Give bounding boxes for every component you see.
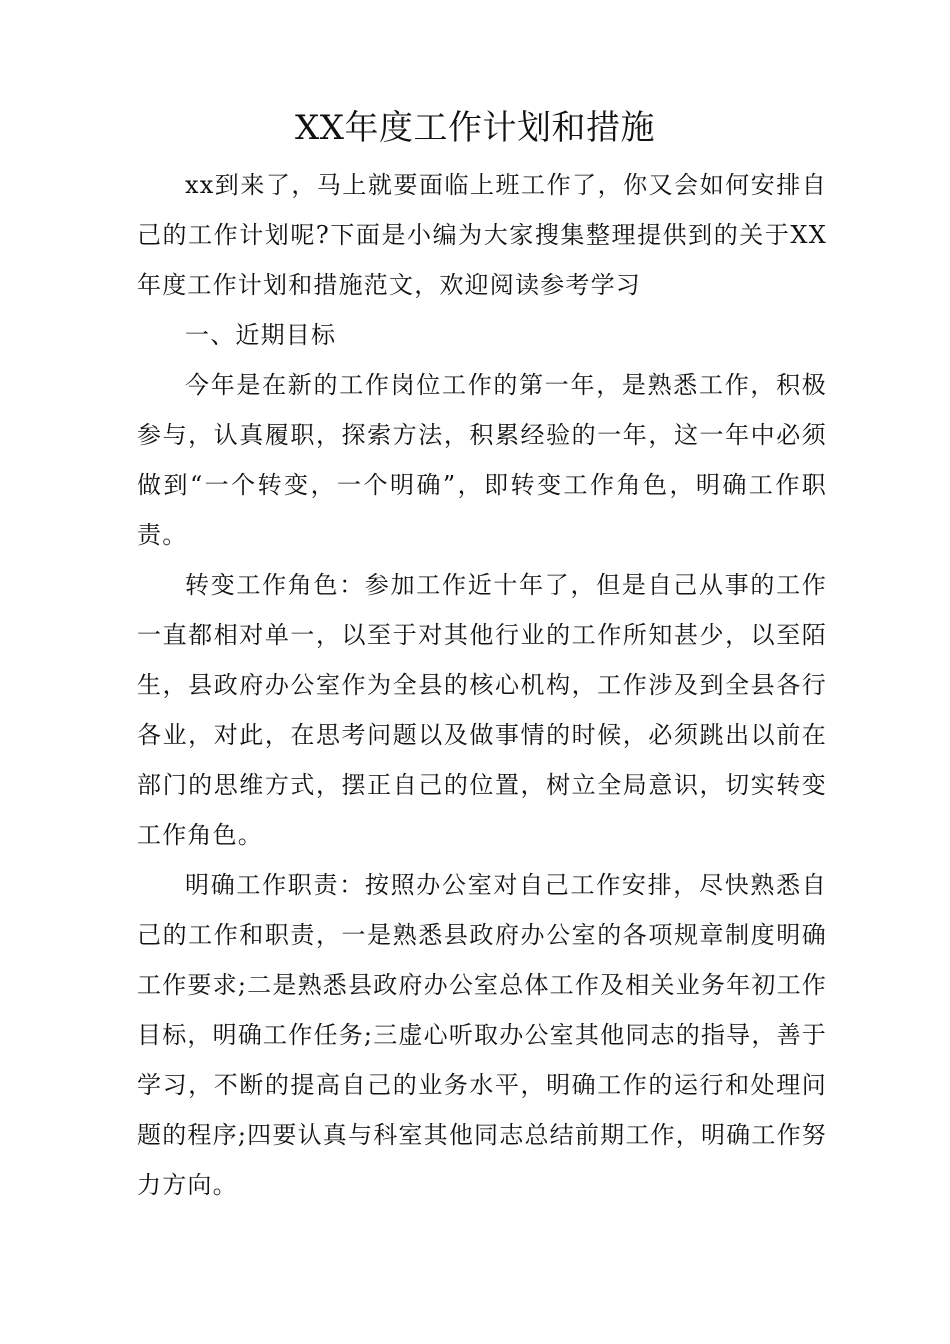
document-body [137, 160, 827, 1210]
paragraph-change-role: 转变工作角色：参加工作近十年了，但是自己从事的工作一直都相对单一，以至于对其他行业的工作所知甚少，以至陌生，县政府办公室作为全县的核心机构，工作涉及到全县各行各业，对此，在思考问题以及做事情的时候，必须跳出以前在部门的思维方式，摆正自己的位置，树立全局意识，切实转变工作角色。 [137, 571, 827, 849]
document-title: XX年度工作计划和措施 [295, 108, 655, 148]
paragraph-first-year: 今年是在新的工作岗位工作的第一年，是熟悉工作，积极参与，认真履职，探索方法，积累经验的一年，这一年中必须做到“一个转变，一个明确”，即转变工作角色，明确工作职责。 [137, 371, 827, 549]
intro-paragraph: xx到来了，马上就要面临上班工作了，你又会如何安排自己的工作计划呢?下面是小编为大家搜集整理提供到的关于XX年度工作计划和措施范文，欢迎阅读参考学习 [137, 171, 827, 299]
section-heading-near-term-goals: 一、近期目标 [185, 321, 337, 349]
paragraph-clarify-duties: 明确工作职责：按照办公室对自己工作安排，尽快熟悉自己的工作和职责，一是熟悉县政府办公室的各项规章制度明确工作要求;二是熟悉县政府办公室总体工作及相关业务年初工作目标，明确工作任务;三虚心听取办公室其他同志的指导，善于学习，不断的提高自己的业务水平，明确工作的运行和处理问题的程序;四要认真与科室其他同志总结前期工作，明确工作努力方向。 [137, 871, 827, 1199]
